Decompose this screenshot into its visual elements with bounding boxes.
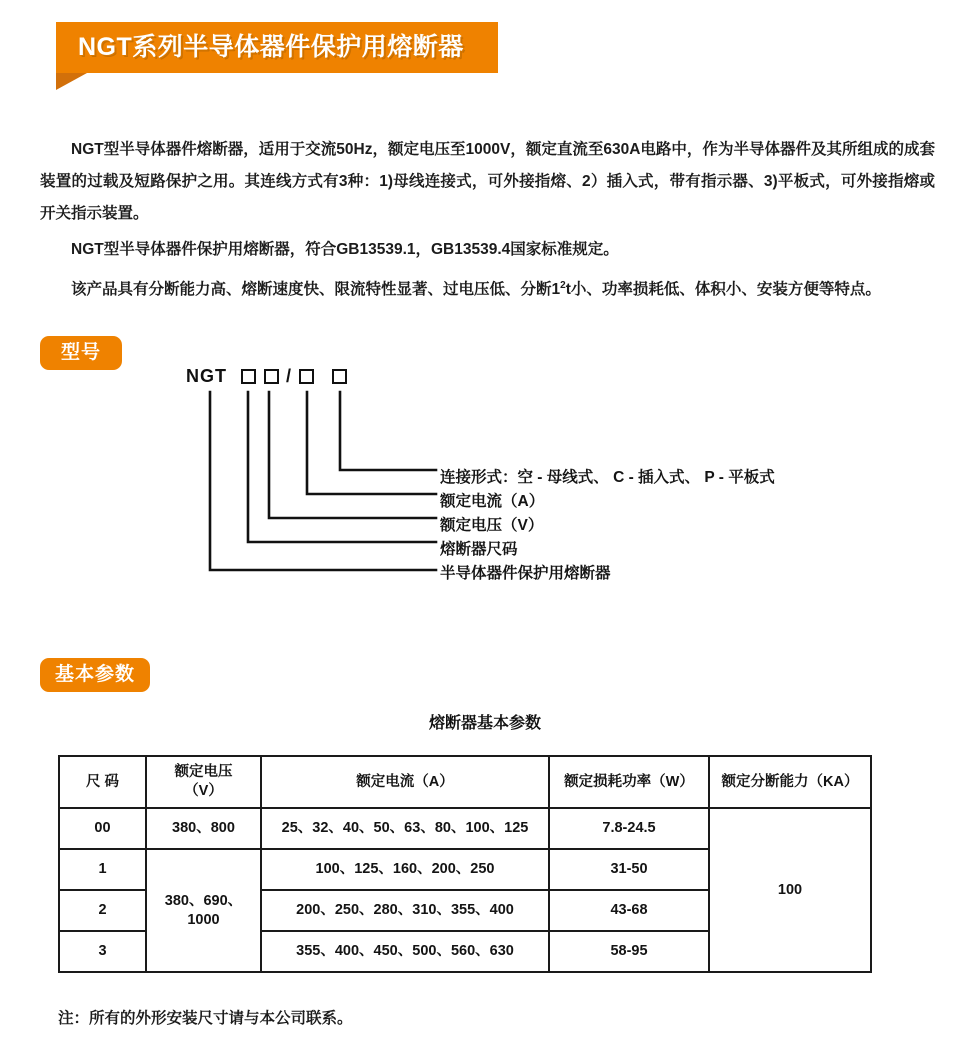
section-badge-model: 型号 — [40, 336, 122, 370]
table-caption: 熔断器基本参数 — [428, 715, 541, 732]
page-header-banner — [56, 22, 498, 90]
intro-text-block — [40, 134, 935, 310]
parameters-table — [58, 755, 872, 973]
table-header-row — [59, 756, 871, 808]
model-label-list — [440, 466, 860, 586]
banner-background — [56, 22, 498, 73]
column-header-loss-power: 额定损耗功率（W） — [549, 756, 709, 808]
banner-fold-decoration — [56, 73, 87, 90]
cell-loss: 7.8-24.5 — [549, 808, 709, 849]
leader-line-rated-voltage — [269, 392, 436, 518]
model-slash: / — [286, 366, 293, 386]
cell-voltage: 380、690、1000 — [146, 849, 261, 972]
leader-line-connection-type — [340, 392, 436, 470]
cell-breaking-capacity: 100 — [709, 808, 871, 972]
model-box-2 — [264, 369, 279, 384]
model-label-fuse-size: 熔断器尺码 — [440, 541, 518, 558]
model-label-product-type: 半导体器件保护用熔断器 — [440, 565, 611, 582]
model-box-4 — [332, 369, 347, 384]
footnote-text: 注：所有的外形安装尺寸请与本公司联系。 — [58, 1010, 353, 1027]
model-label-connection-type: 连接形式：空 - 母线式、 C - 插入式、 P - 平板式 — [440, 469, 775, 486]
cell-current: 200、250、280、310、355、400 — [261, 890, 549, 931]
leader-line-product-type — [210, 392, 436, 570]
intro-paragraph-3-suffix: t小、功率损耗低、体积小、安装方便等特点。 — [565, 281, 881, 299]
model-label-rated-current: 额定电流（A） — [440, 493, 545, 510]
cell-loss: 31-50 — [549, 849, 709, 890]
model-box-3 — [299, 369, 314, 384]
cell-current: 355、400、450、500、560、630 — [261, 931, 549, 972]
cell-size: 2 — [59, 890, 146, 931]
cell-loss: 58-95 — [549, 931, 709, 972]
i2t-superscript: 2 — [560, 280, 566, 291]
column-header-voltage-line2: （V） — [184, 783, 223, 799]
column-header-breaking-capacity: 额定分断能力（KA） — [709, 756, 871, 808]
intro-paragraph-1: NGT型半导体器件熔断器，适用于交流50Hz，额定电压至1000V，额定直流至630A电路中，作为半导体器件及其所组成的成套装置的过载及短路保护之用。其连线方式有3种：1)母线连接式，可外接指熔、2）插入式，带有指示器、3)平板式，可外接指熔或开关指示装置。 — [40, 141, 935, 222]
cell-size: 00 — [59, 808, 146, 849]
column-header-current: 额定电流（A） — [261, 756, 549, 808]
model-prefix: NGT — [186, 366, 227, 386]
column-header-voltage-line1: 额定电压 — [174, 764, 233, 780]
model-code-template — [186, 366, 351, 387]
cell-current: 25、32、40、50、63、80、100、125 — [261, 808, 549, 849]
cell-size: 1 — [59, 849, 146, 890]
leader-line-rated-current — [307, 392, 436, 494]
page-title: NGT系列半导体器件保护用熔断器 — [78, 33, 464, 61]
intro-paragraph-3-prefix: 该产品具有分断能力高、熔断速度快、限流特性显著、过电压低、分断1 — [71, 281, 561, 299]
model-label-rated-voltage: 额定电压（V） — [440, 517, 544, 534]
intro-paragraph-3 — [40, 270, 935, 306]
leader-line-fuse-size — [248, 392, 436, 542]
cell-loss: 43-68 — [549, 890, 709, 931]
section-badge-parameters: 基本参数 — [40, 658, 150, 692]
cell-current: 100、125、160、200、250 — [261, 849, 549, 890]
model-box-1 — [241, 369, 256, 384]
table-row — [59, 808, 871, 849]
column-header-size: 尺 码 — [59, 756, 146, 808]
cell-size: 3 — [59, 931, 146, 972]
cell-voltage: 380、800 — [146, 808, 261, 849]
intro-paragraph-2: NGT型半导体器件保护用熔断器，符合GB13539.1，GB13539.4国家标准规定。 — [71, 241, 619, 258]
column-header-voltage — [146, 756, 261, 808]
